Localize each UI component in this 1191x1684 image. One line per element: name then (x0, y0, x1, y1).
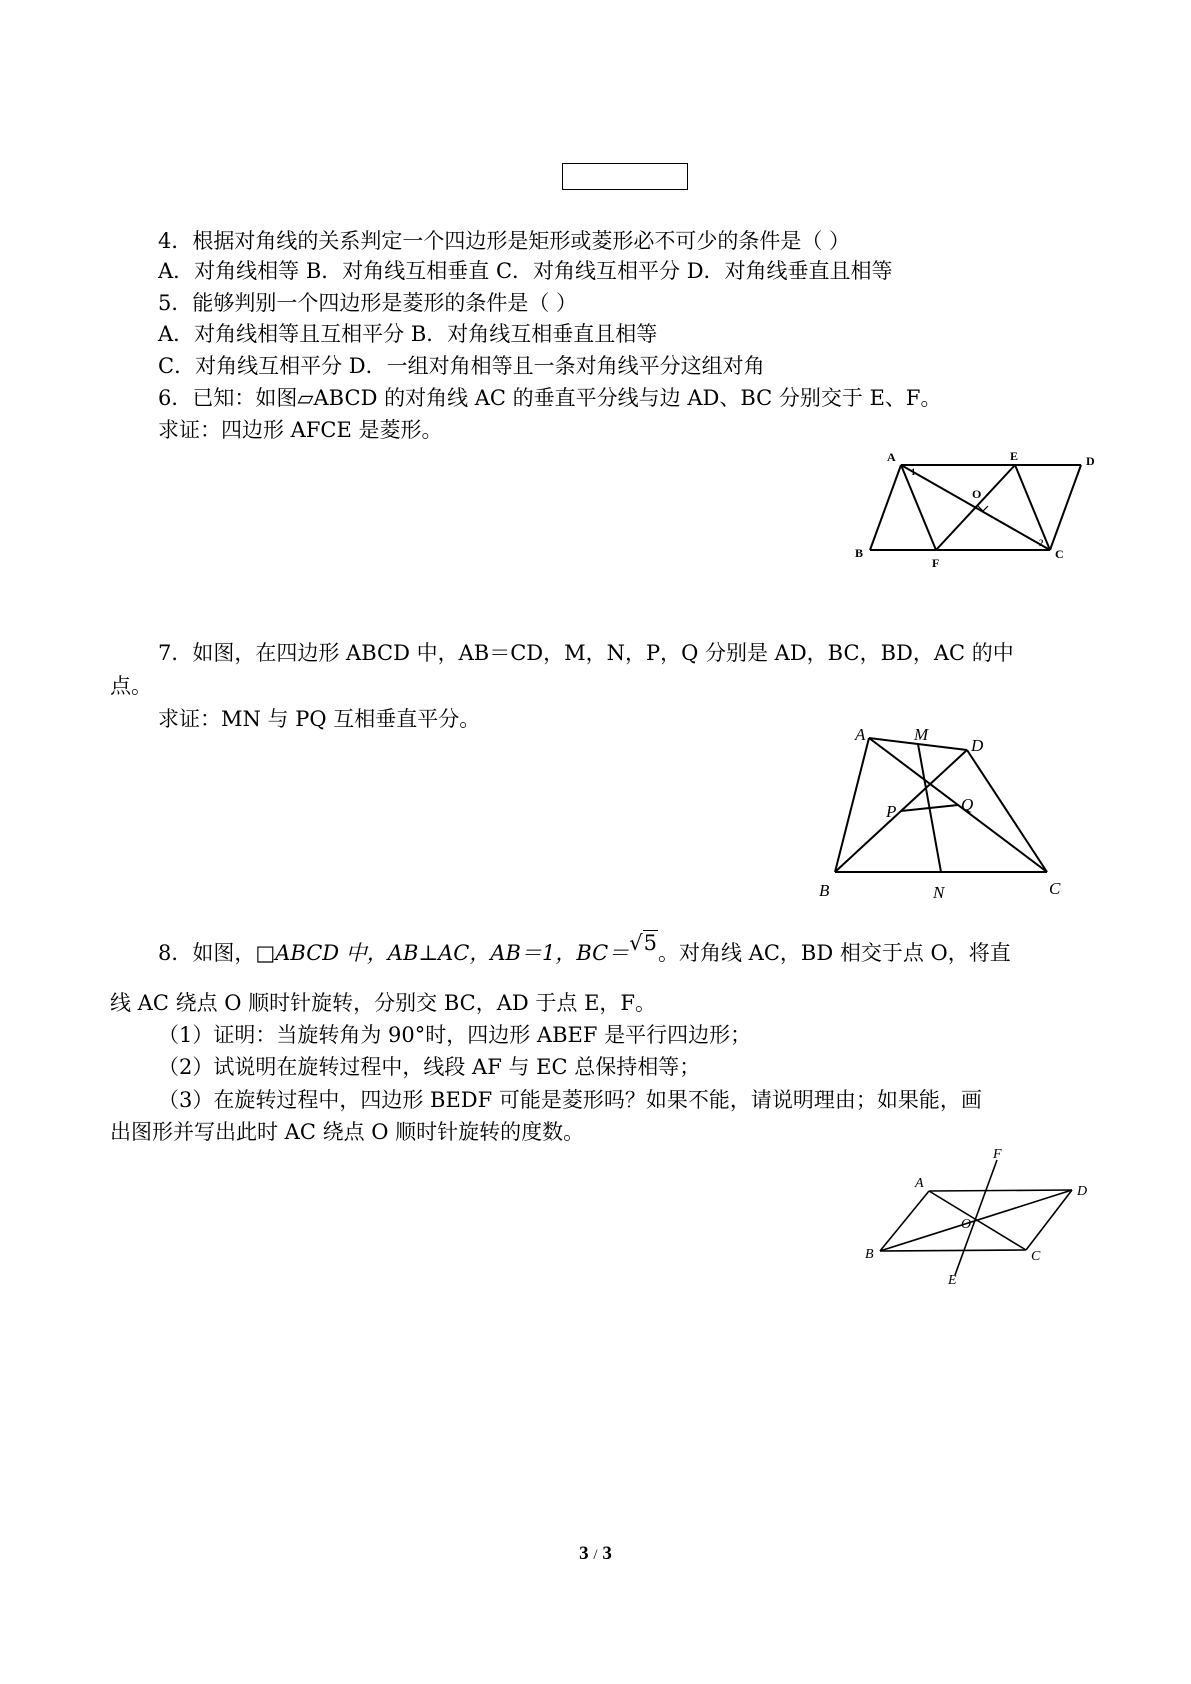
q6-label-f: F (932, 556, 940, 570)
q6-label-e: E (1010, 449, 1019, 463)
q7-label-d: D (971, 736, 984, 755)
q6-segment-ec (1015, 465, 1050, 550)
q8-part1: （1）证明：当旋转角为 90°时，四边形 ABEF 是平行四边形； (158, 1023, 752, 1047)
q5-options-2: C．对角线互相平分 D．一组对角相等且一条对角线平分这组对角 (158, 354, 765, 378)
q7-label-n: N (933, 883, 945, 902)
header-box (562, 163, 688, 190)
q8-sqrt: √5 (629, 931, 657, 955)
q6-label-angle1: 1 (911, 467, 916, 477)
q7-stem-line2: 点。 (110, 674, 152, 698)
q8-side-dc (1026, 1190, 1072, 1250)
q7-stem-line1: 7．如图，在四边形 ABCD 中，AB＝CD，M，N，P，Q 分别是 AD，BC，BD，AC 的中 (158, 641, 1014, 665)
q6-segment-af (901, 465, 936, 550)
q6-figure (850, 445, 1095, 575)
q7-label-m: M (914, 725, 929, 744)
q8-stem-line2: 线 AC 绕点 O 顺时针旋转，分别交 BC，AD 于点 E，F。 (110, 991, 656, 1015)
q8-sqrt-value: 5 (643, 931, 657, 955)
q7-side-dc (967, 750, 1047, 872)
q8-figure (860, 1147, 1100, 1288)
q7-label-c: C (1049, 879, 1061, 898)
q6-label-c: C (1055, 547, 1064, 561)
page-separator: / (593, 1547, 598, 1563)
q8-label-b: B (865, 1247, 874, 1262)
q8-stem-line1-a: 8．如图， (158, 941, 256, 965)
q8-side-ab (880, 1191, 929, 1251)
q8-label-o: O (961, 1217, 972, 1232)
q8-stem-line1-c: 。对角线 AC，BD 相交于点 O，将直 (657, 941, 1011, 965)
q6-stem: 6．已知：如图▱ABCD 的对角线 AC 的垂直平分线与边 AD、BC 分别交于 E、F。 (158, 386, 942, 410)
q6-label-o: O (972, 487, 982, 501)
q8-label-a: A (915, 1176, 924, 1191)
q8-part3-line2: 出图形并写出此时 AC 绕点 O 顺时针旋转的度数。 (110, 1120, 585, 1144)
q7-label-p: P (886, 802, 897, 821)
q7-label-b: B (819, 881, 830, 900)
q6-segment-fe (936, 465, 1015, 550)
q8-stem-line1 (158, 931, 1011, 966)
q5-stem: 5．能够判别一个四边形是菱形的条件是（ ） (158, 291, 578, 315)
q6-side-ab (870, 465, 901, 550)
q8-side-bc (880, 1250, 1026, 1251)
q4-options: A．对角线相等 B．对角线互相垂直 C．对角线互相平分 D．对角线垂直且相等 (158, 259, 893, 283)
q8-diagonal-bd (880, 1190, 1072, 1251)
q6-label-b: B (855, 546, 864, 560)
q8-label-c: C (1031, 1249, 1041, 1264)
q7-prove: 求证：MN 与 PQ 互相垂直平分。 (158, 707, 481, 731)
q7-figure (815, 725, 1065, 903)
q8-part3-line1: （3）在旋转过程中，四边形 BEDF 可能是菱形吗？如果不能，请说明理由；如果能，画 (158, 1088, 982, 1112)
q6-label-angle2: 2 (1039, 538, 1044, 548)
page-number (0, 1543, 1191, 1565)
q8-label-d: D (1077, 1184, 1088, 1199)
q8-stem-line1-b: □ABCD 中，AB⊥AC，AB＝1，BC＝ (255, 941, 630, 965)
q6-prove: 求证：四边形 AFCE 是菱形。 (158, 418, 443, 442)
q6-label-d: D (1086, 454, 1095, 468)
q6-label-a: A (887, 450, 896, 464)
q6-side-dc (1050, 465, 1081, 550)
q7-side-ab (835, 738, 869, 872)
page-current: 3 (579, 1543, 589, 1564)
q5-options-1: A．对角线相等且互相平分 B．对角线互相垂直且相等 (158, 322, 658, 346)
q4-stem: 4．根据对角线的关系判定一个四边形是矩形或菱形必不可少的条件是（ ） (158, 229, 851, 253)
q8-side-ad (929, 1190, 1072, 1191)
q8-label-e: E (948, 1273, 957, 1288)
q8-part2: （2）试说明在旋转过程中，线段 AF 与 EC 总保持相等； (158, 1055, 701, 1079)
q8-label-f: F (993, 1147, 1002, 1162)
q7-label-q: Q (961, 795, 974, 814)
page-total: 3 (602, 1543, 612, 1564)
q7-label-a: A (855, 725, 866, 744)
